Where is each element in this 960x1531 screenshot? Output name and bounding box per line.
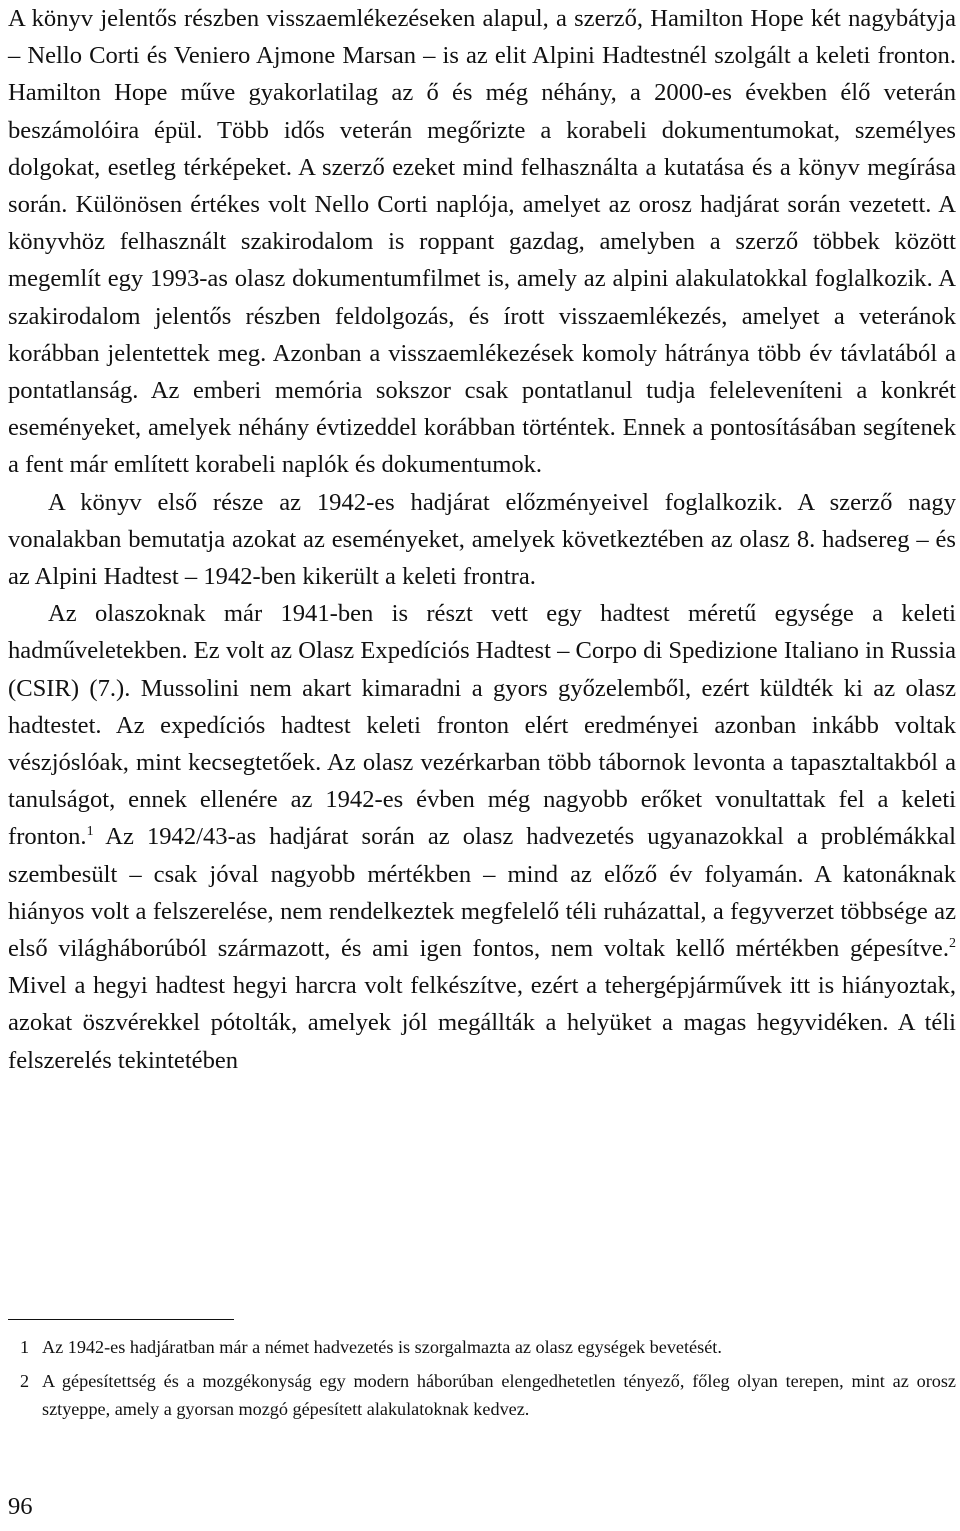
footnote-text-2: A gépesítettség és a mozgékonyság egy modern háborúban elengedhetetlen tényező, főleg olyan terepen, mint az orosz sztyeppe, amely a gyorsan mozgó gépesített alakulatoknak kedvez. xyxy=(42,1371,956,1420)
paragraph-3 xyxy=(8,595,956,1079)
footnote-number-2: 2 xyxy=(20,1371,30,1392)
body-text xyxy=(8,0,956,1079)
paragraph-1: A könyv jelentős részben visszaemlékezéseken alapul, a szerző, Hamilton Hope két nagybátyja – Nello Corti és Veniero Ajmone Marsan – is az elit Alpini Hadtestnél szolgált a keleti fronton. Hamilton Hope műve gyakorlatilag az ő és még néhány, a 2000-es években élő veterán beszámolóira épül. Több idős veterán megőrizte a korabeli dokumentumokat, személyes dolgokat, esetleg térképeket. A szerző ezeket mind felhasználta a kutatása és a könyv megírása során. Különösen értékes volt Nello Corti naplója, amelyet az orosz hadjárat során vezetett. A könyvhöz felhasznált szakirodalom is roppant gazdag, amelyben a szerző többek között megemlít egy 1993-as olasz dokumentumfilmet is, amely az alpini alakulatokkal foglalkozik. A szakirodalom jelentős részben feldolgozás, és írott visszaemlékezés, amelyet a veteránok korábban jelentettek meg. Azonban a visszaemlékezések komoly hátránya több év távlatából a pontatlanság. Az emberi memória sokszor csak pontatlanul tudja feleleveníteni a konkrét eseményeket, amelyek néhány évtizeddel korábban történtek. Ennek a pontosításában segítenek a fent már említett korabeli naplók és dokumentumok. xyxy=(8,5,956,479)
page-number: 96 xyxy=(8,1493,33,1520)
paragraph-3-part-3: Mivel a hegyi hadtest hegyi harcra volt felkészítve, ezért a tehergépjárművek itt is hiányoztak, azokat öszvérekkel pótolták, amelyek jól megállták a helyüket a magas hegyvidéken. A téli felszerelés tekintetében xyxy=(8,972,956,1074)
footnote-ref-1[interactable]: 1 xyxy=(86,824,94,840)
footnote-separator xyxy=(8,1319,234,1320)
paragraph-2: A könyv első része az 1942-es hadjárat előzményeivel foglalkozik. A szerző nagy vonalakban bemutatja azokat az eseményeket, amelyek következtében az olasz 8. hadsereg – és az Alpini Hadtest – 1942-ben kikerült a keleti frontra. xyxy=(8,488,956,591)
paragraph-3-part-1: Az olaszoknak már 1941-ben is részt vett egy hadtest méretű egysége a keleti hadműveletekben. Ez volt az Olasz Expedíciós Hadtest – Corpo di Spedizione Italiano in Russia (CSIR) (7.). Mussolini nem akart kimaradni a gyors győzelemből, ezért küldték ki az olasz hadtestet. Az expedíciós hadtest keleti fronton elért eredményei azonban inkább voltak vészjóslóak, mint kecsegtetőek. Az olasz vezérkarban több tábornok levonta a tapasztaltakból a tanulságot, ennek ellenére az 1942-es évben még nagyobb erőket vonultattak fel a keleti fronton. xyxy=(8,600,956,851)
footnote-1 xyxy=(20,1333,956,1361)
footnote-text-1: Az 1942-es hadjáratban már a német hadvezetés is szorgalmazta az olasz egységek bevetését. xyxy=(42,1337,722,1357)
footnotes xyxy=(20,1333,956,1430)
footnote-2 xyxy=(20,1367,956,1423)
paragraph-3-part-2: Az 1942/43-as hadjárat során az olasz hadvezetés ugyanazokkal a problémákkal szembesült – csak jóval nagyobb mértékben – mind az előző év folyamán. A katonáknak hiányos volt a felszerelése, nem rendelkeztek megfelelő téli ruházattal, a fegyverzet többsége az első világháborúból származott, és ami igen fontos, nem voltak kellő mértékben gépesítve. xyxy=(8,823,956,963)
footnote-number-1: 1 xyxy=(20,1337,30,1357)
footnote-ref-2[interactable]: 2 xyxy=(949,936,956,952)
